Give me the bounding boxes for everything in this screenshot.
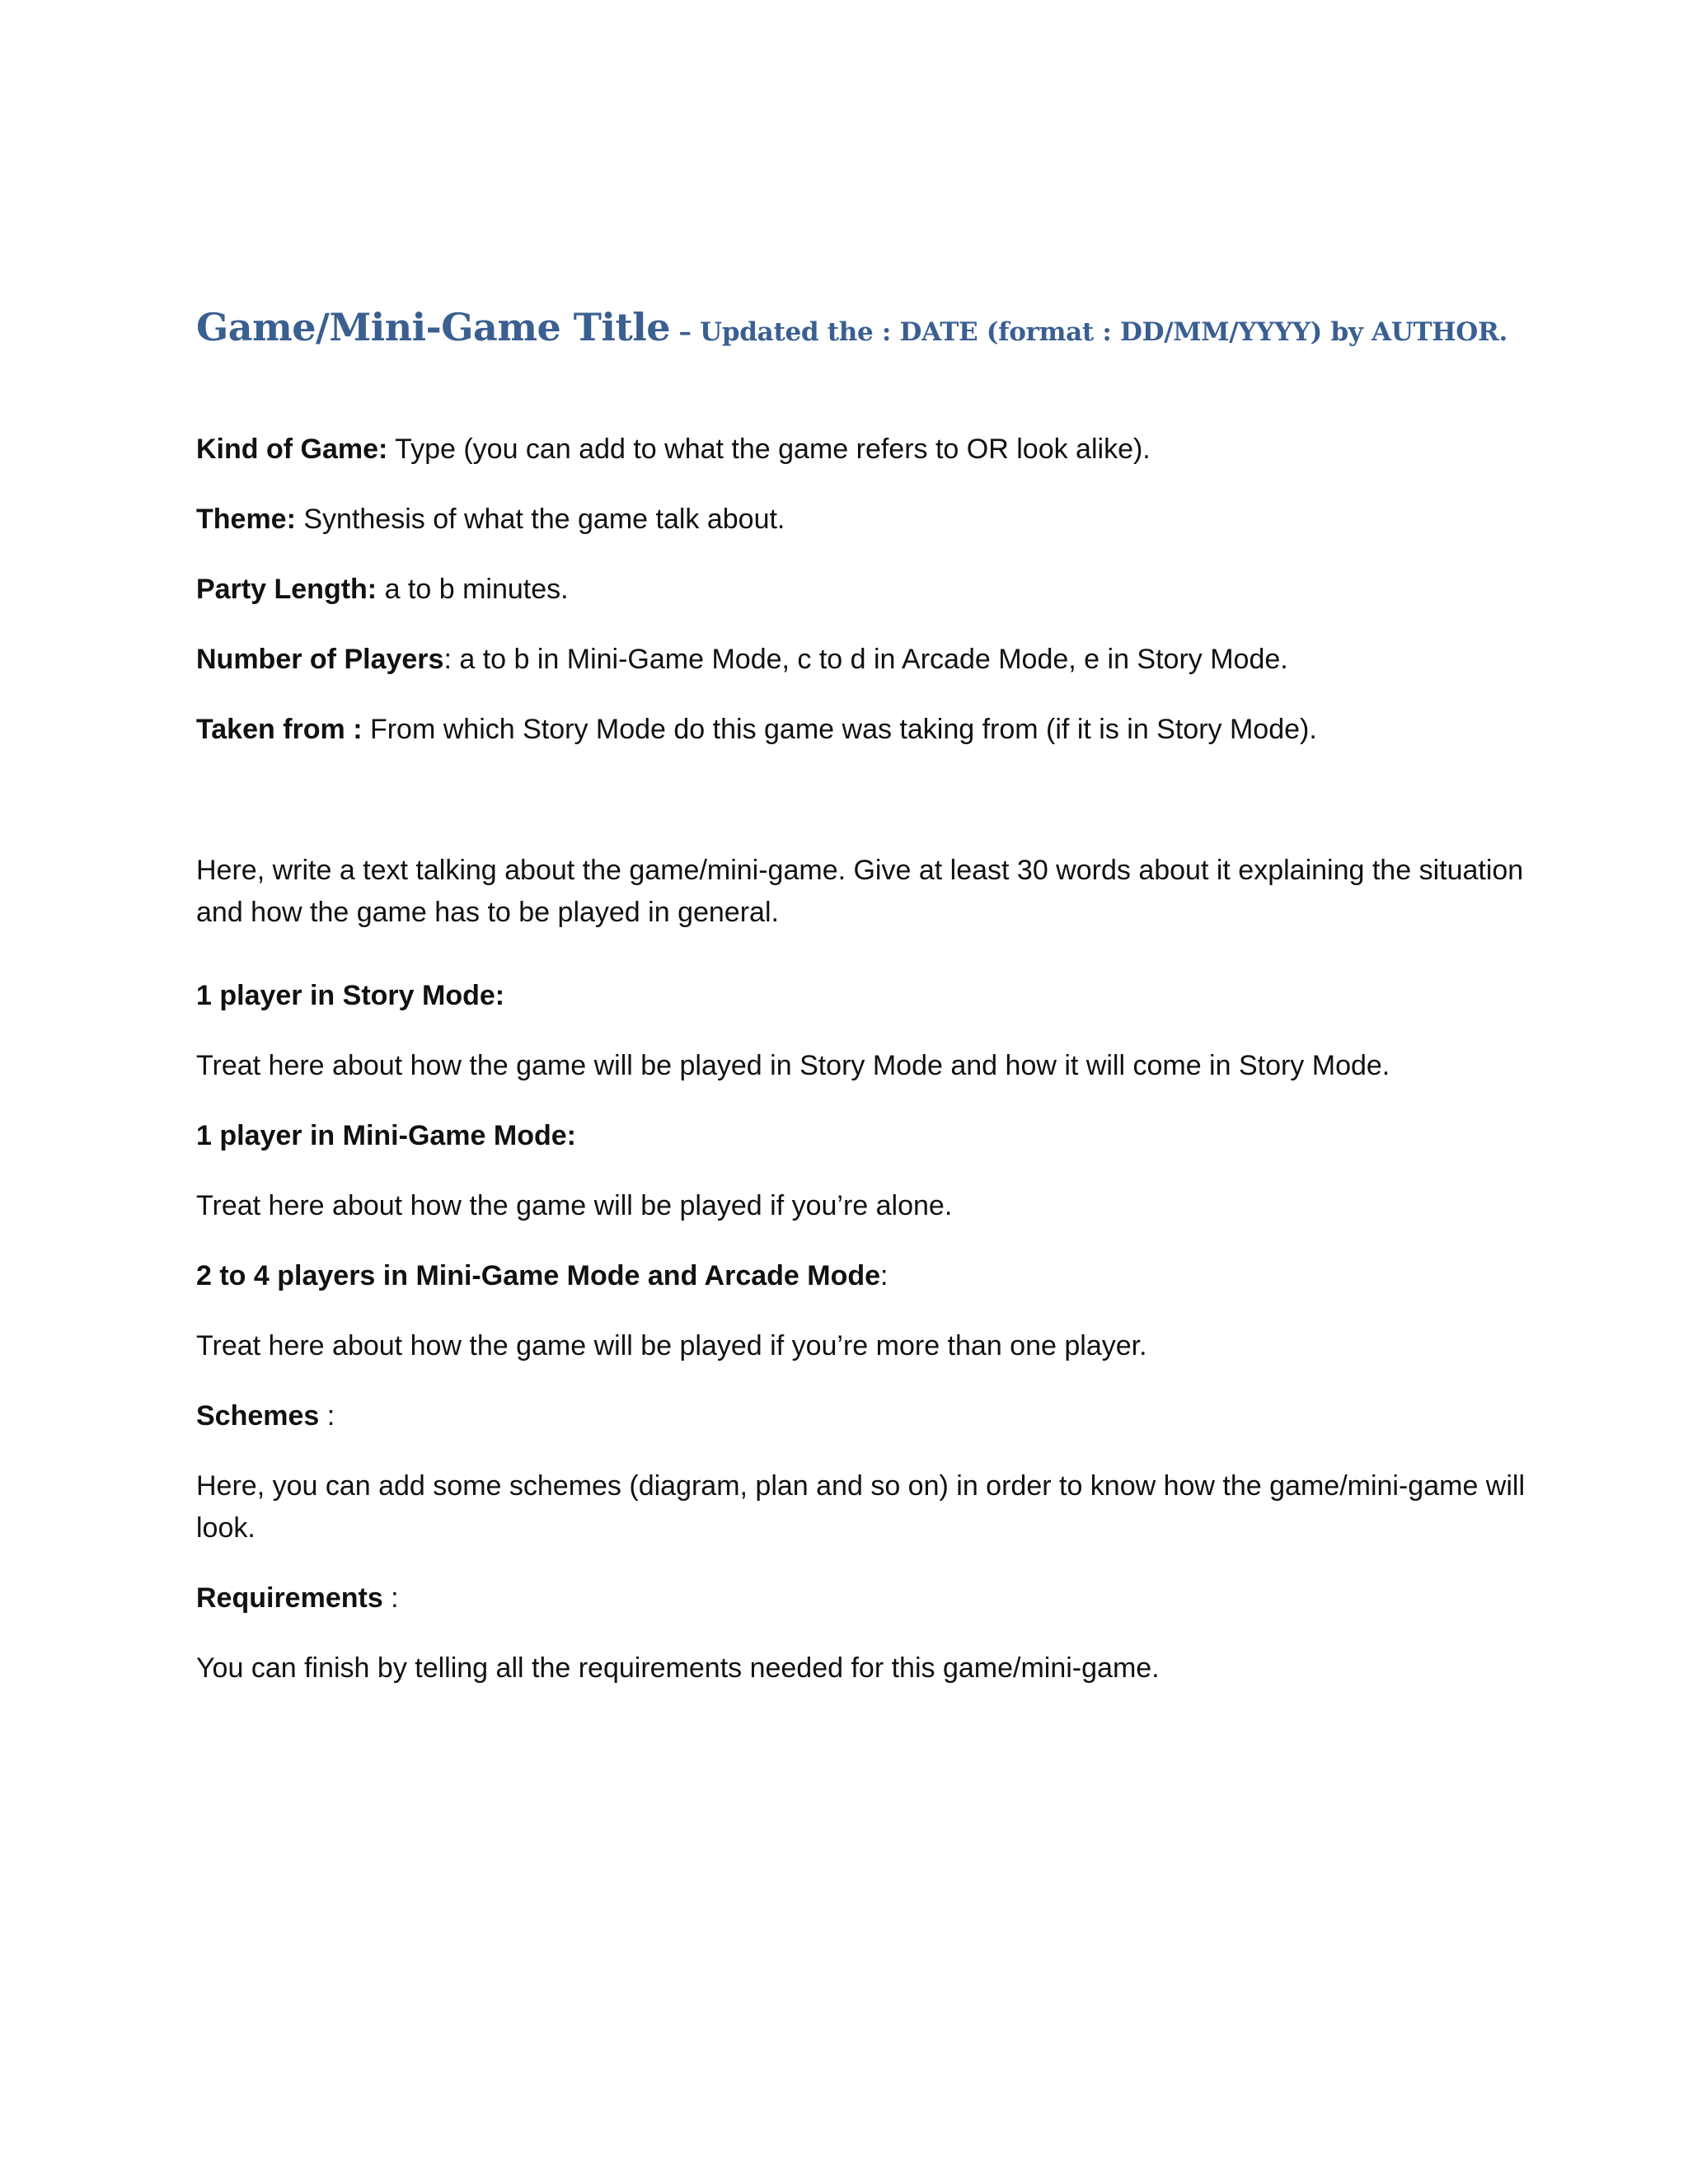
section-body-story-mode: Treat here about how the game will be played in Story Mode and how it will come in Story Mode.: [196, 1050, 1390, 1081]
field-value: From which Story Mode do this game was taking from (if it is in Story Mode).: [362, 714, 1317, 745]
section-heading-schemes: [196, 1395, 1531, 1437]
field-label: Kind of Game:: [196, 434, 388, 465]
field-kind-of-game: [196, 429, 1531, 471]
section-body-schemes: Here, you can add some schemes (diagram, plan and so on) in order to know how the game/mini-game will look.: [196, 1470, 1526, 1544]
section-heading-suffix: :: [382, 1582, 399, 1614]
field-label: Number of Players: [196, 644, 444, 675]
section-heading-multiplayer: [196, 1255, 1531, 1297]
field-number-of-players: [196, 639, 1531, 681]
document-header: [196, 305, 1531, 349]
field-label: Party Length:: [196, 574, 377, 605]
section-heading-label: 2 to 4 players in Mini-Game Mode and Arcade Mode: [196, 1260, 881, 1291]
section-heading-label: 1 player in Story Mode:: [196, 980, 505, 1011]
intro-paragraph: Here, write a text talking about the game/mini-game. Give at least 30 words about it explaining the situation and how the game has to be played in general.: [196, 855, 1524, 928]
section-heading-requirements: [196, 1577, 1531, 1619]
field-theme: [196, 499, 1531, 541]
section-heading-mini-game-mode: [196, 1115, 1531, 1157]
section-body-mini-game-mode: Treat here about how the game will be played if you’re alone.: [196, 1190, 953, 1221]
section-heading-suffix: :: [319, 1400, 335, 1432]
field-value: Type (you can add to what the game refers to OR look alike).: [387, 434, 1151, 465]
document-page: [196, 305, 1531, 1718]
field-taken-from: [196, 709, 1531, 751]
field-value: a to b minutes.: [377, 574, 569, 605]
field-party-length: [196, 569, 1531, 611]
section-heading-story-mode: [196, 975, 1531, 1017]
section-heading-suffix: :: [880, 1260, 889, 1291]
field-label: Theme:: [196, 504, 296, 535]
field-value: : a to b in Mini-Game Mode, c to d in Arcade Mode, e in Story Mode.: [443, 644, 1288, 675]
document-subtitle: – Updated the : DATE (format : DD/MM/YYYY) by AUTHOR.: [669, 317, 1507, 347]
section-heading-label: 1 player in Mini-Game Mode:: [196, 1120, 576, 1151]
field-label: Taken from :: [196, 714, 363, 745]
document-title: Game/Mini-Game Title: [196, 305, 670, 349]
section-heading-label: Requirements: [196, 1582, 383, 1614]
section-body-multiplayer: Treat here about how the game will be played if you’re more than one player.: [196, 1330, 1147, 1361]
section-body-requirements: You can finish by telling all the requirements needed for this game/mini-game.: [196, 1652, 1160, 1684]
field-value: Synthesis of what the game talk about.: [295, 504, 785, 535]
section-heading-label: Schemes: [196, 1400, 320, 1432]
